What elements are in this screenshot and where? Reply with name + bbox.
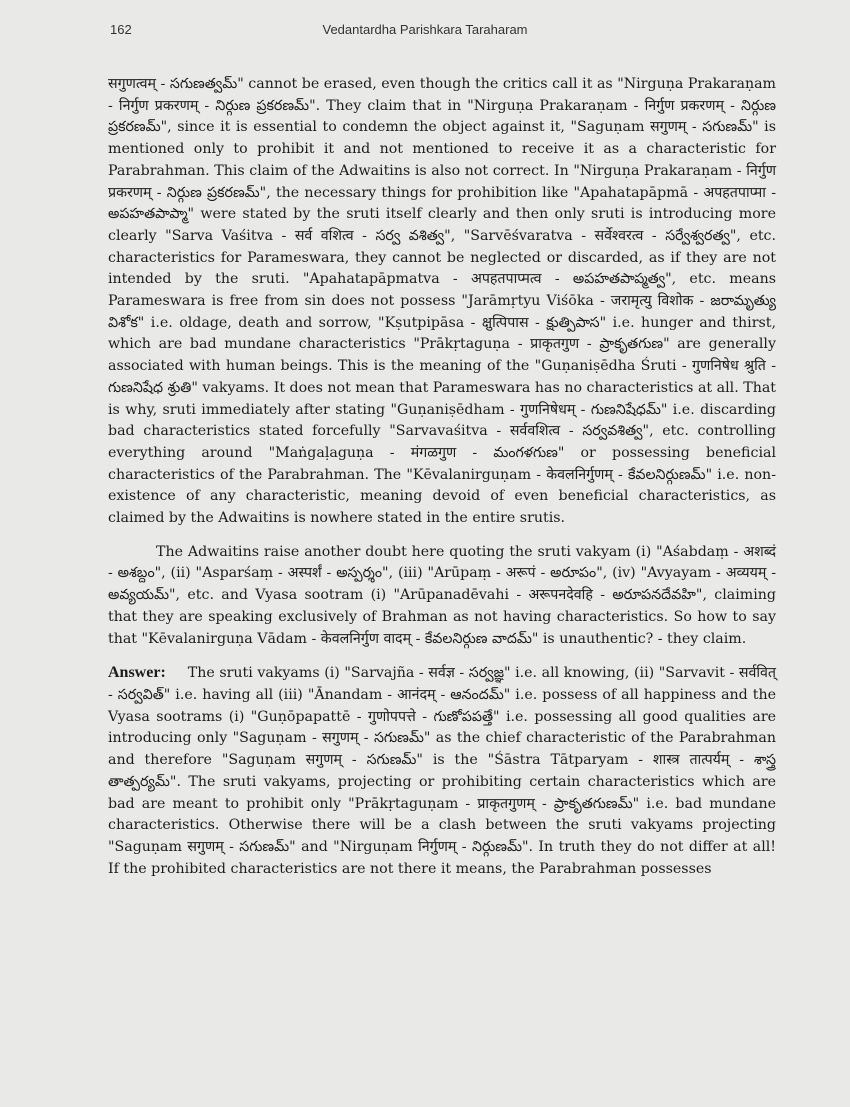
paragraph-continuation: सगुणत्वम् - సగుణత్వమ్" cannot be erased, even though the critics call it as "Nirguṇa Prakaraṇam - निर्गुण प्रकरणम् - నిర్గుణ ప్రకరణమ్". They claim that in "Nirguṇa Prakaraṇam - निर्गुण प्रकरणम् - నిర్గుణ ప్రకరణమ్", since it is essential to condemn the object against it, "Saguṇam सगुणम् - సగుణమ్" is mentioned only to prohibit it and not mentioned to receive it as a characteristic for Parabrahman. This claim of the Adwaitins is also not correct. In "Nirguṇa Prakaraṇam - निर्गुण प्रकरणम् - నిర్గుణ ప్రకరణమ్", the necessary things for prohibition like "Apahatapāpmā - अपहतपाप्मा - అపహతపాప్మా" were stated by the sruti itself clearly and then only sruti is introducing more clearly "Sarva Vaśitva - सर्व वशित्व - సర్వ వశిత్వ", "Sarvēśvaratva - सर्वेश्वरत्व - సర్వేశ్వరత్వ", etc. characteristics for Parameswara, they cannot be neglected or discarded, as if they are not intended by the sruti. "Apahatapāpmatva - अपहतपाप्मत्व - అపహతపాప్మత్వ", etc. means Parameswara is free from sin does not possess "Jarāmṛtyu Viśōka - जरामृत्यु विशोक - జరామృత్యు విశోక" i.e. oldage, death and sorrow, "Kṣutpipāsa - क्षुत्पिपास - క్షుత్పిపాస" i.e. hunger and thirst, which are bad mundane characteristics "Prākṛtaguṇa - प्राकृतगुण - ప్రాకృతగుణ" are generally associated with human beings. This is the meaning of the "Guṇaniṣēdha Śruti - गुणनिषेध श्रुति - గుణనిషేధ శ్రుతి" vakyams. It does not mean that Parameswara has no characteristics at all. That is why, sruti immediately after stating "Guṇaniṣēdham - गुणनिषेधम् - గుణనిషేధమ్" i.e. discarding bad characteristics stated forcefully "Sarvavaśitva - सर्ववशित्व - సర్వవశిత్వ", etc. controlling everything around "Maṅgaḷaguṇa - मंगळगुण - మంగళగుణ" or possessing beneficial characteristics of the Parabrahman. The "Kēvalanirguṇam - केवलनिर्गुणम् - కేవలనిర్గుణమ్" i.e. non-existence of any characteristic, meaning devoid of even beneficial characteristics, as claimed by the Adwaitins is nowhere stated in the entire srutis.	[108, 76, 776, 527]
page-number: 162	[110, 22, 132, 37]
running-head	[0, 22, 850, 40]
answer-label: Answer:	[108, 664, 166, 682]
book-title: Vedantardha Parishkara Taraharam	[322, 22, 528, 37]
paragraph-answer	[108, 662, 776, 880]
answer-text: The sruti vakyams (i) "Sarvajña - सर्वज्ञ - సర్వజ్ఞ" i.e. all knowing, (ii) "Sarvavit - सर्ववित् - సర్వవిత్" i.e. having all (iii) "Ānandam - आनंदम् - ఆనందమ్" i.e. possess of all happiness and the Vyasa sootrams (i) "Guṇōpapattē - गुणोपपत्ते - గుణోపపత్తే" i.e. possessing all good qualities are introducing only "Saguṇam - सगुणम् - సగుణమ్" as the chief characteristic of the Parabrahman and therefore "Saguṇam सगुणम् - సగుణమ్" is the "Śāstra Tātparyam - शास्त्र तात्पर्यम् - శాస్త్ర తాత్పర్యమ్". The sruti vakyams, projecting or prohibiting certain characteristics which are bad are meant to prohibit only "Prākṛtaguṇam - प्राकृतगुणम् - ప్రాకృతగుణమ్" i.e. bad mundane characteristics. Otherwise there will be a clash between the sruti vakyams projecting "Saguṇam सगुणम् - సగుణమ్" and "Nirguṇam निर्गुणम् - నిర్గుణమ్". In truth they do not differ at all! If the prohibited characteristics are not there it means, the Parabrahman possesses	[108, 665, 776, 877]
paragraph-doubt: The Adwaitins raise another doubt here quoting the sruti vakyam (i) "Aśabdaṃ - अशब्दं - అశబ్దం", (ii) "Asparśaṃ - अस्पर्शं - అస్పర్శం", (iii) "Arūpaṃ - अरूपं - అరూపం", (iv) "Avyayam - अव्ययम् - అవ్యయమ్", etc. and Vyasa sootram (i) "Arūpanadēvahi - अरूपनदेवहि - అరూపనదేవహి", claiming that they are speaking exclusively of Brahman as not having characteristics. So how to say that "Kēvalanirguṇa Vādam - केवलनिर्गुण वादम् - కేవలనిర్గుణ వాదమ్" is unauthentic? - they claim.	[108, 543, 776, 647]
body-text	[108, 74, 776, 880]
